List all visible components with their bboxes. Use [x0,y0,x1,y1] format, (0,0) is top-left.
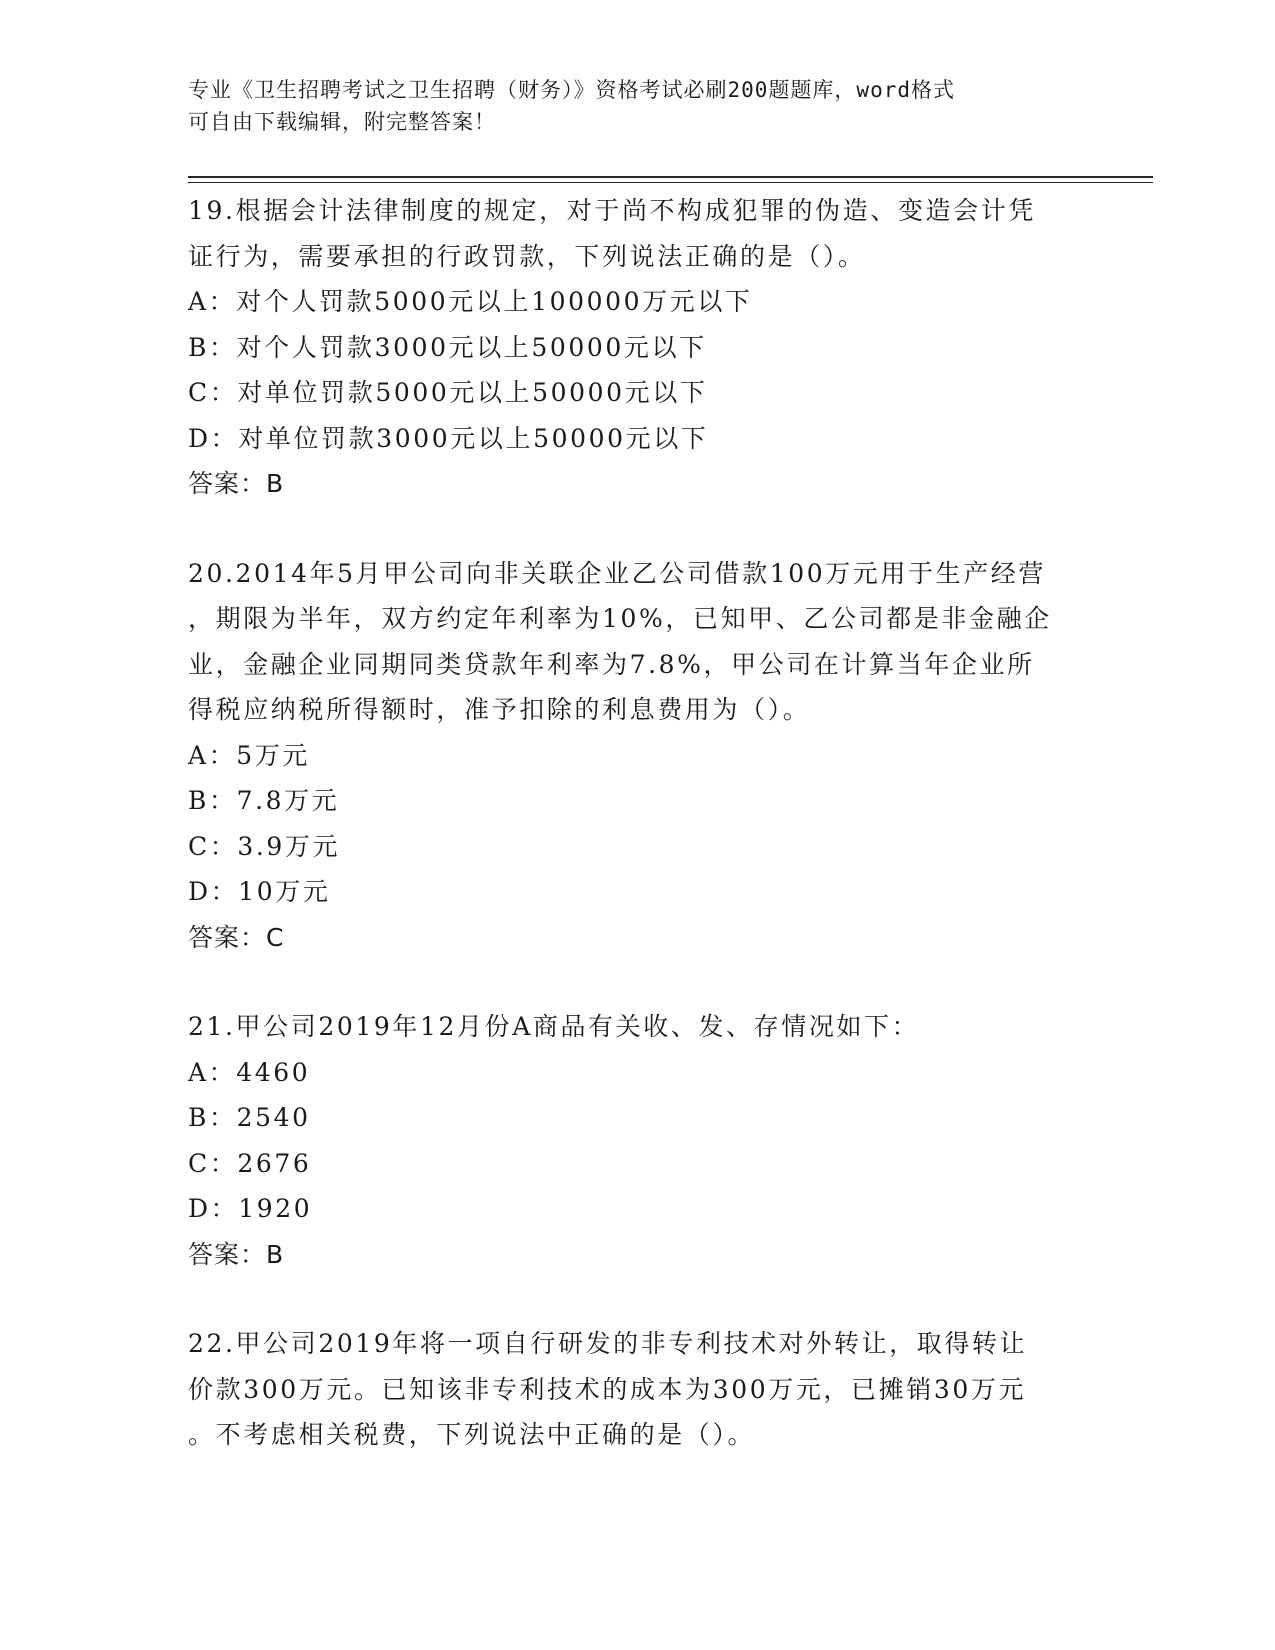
document-header [188,74,1088,138]
answer-key: 答案：C [188,922,285,952]
question-block [188,1004,1088,1277]
answer-option: C：2676 [188,1148,312,1178]
question-stem-line: 业，金融企业同期同类贷款年利率为7.8%，甲公司在计算当年企业所 [188,649,1035,679]
question-block [188,1321,1088,1458]
answer-option: C：3.9万元 [188,831,341,861]
answer-option: A：4460 [188,1057,311,1087]
answer-option: D：1920 [188,1194,313,1223]
answer-option: D：对单位罚款3000元以上50000元以下 [188,423,709,453]
header-line: 专业《卫生招聘考试之卫生招聘（财务）》资格考试必刷200题题库，word格式 [188,78,955,102]
header-line: 可自由下载编辑，附完整答案！ [188,110,496,134]
question-stem-line: ，期限为半年，双方约定年利率为10%，已知甲、乙公司都是非金融企 [188,604,1052,633]
question-stem-line: 得税应纳税所得额时，准予扣除的利息费用为（）。 [188,695,811,724]
question-stem-line: 。不考虑相关税费，下列说法中正确的是（）。 [188,1420,756,1449]
question-stem-line: 价款300万元。已知该非专利技术的成本为300万元，已摊销30万元 [188,1374,1027,1404]
answer-key: 答案：B [188,469,285,498]
question-stem-line: 20.2014年5月甲公司向非关联企业乙公司借款100万元用于生产经营 [188,558,1047,588]
answer-option: D：10万元 [188,877,331,906]
answer-key: 答案：B [188,1239,285,1269]
header-divider-thin [188,182,1153,183]
question-stem-line: 21.甲公司2019年12月份A商品有关收、发、存情况如下： [188,1012,920,1041]
question-stem-line: 19.根据会计法律制度的规定，对于尚不构成犯罪的伪造、变造会计凭 [188,196,1036,225]
question-stem-line: 22.甲公司2019年将一项自行研发的非专利技术对外转让，取得转让 [188,1329,1028,1358]
answer-option: A：5万元 [188,740,310,770]
question-block [188,551,1088,961]
question-block [188,188,1088,507]
answer-option: B：7.8万元 [188,786,340,815]
answer-option: C：对单位罚款5000元以上50000元以下 [188,378,708,407]
question-stem-line: 证行为，需要承担的行政罚款，下列说法正确的是（）。 [188,241,866,271]
answer-option: B：2540 [188,1103,311,1132]
header-divider [188,176,1153,178]
question-list [188,188,1088,1502]
answer-option: B：对个人罚款3000元以上50000元以下 [188,332,707,362]
answer-option: A：对个人罚款5000元以上100000万元以下 [188,287,753,316]
